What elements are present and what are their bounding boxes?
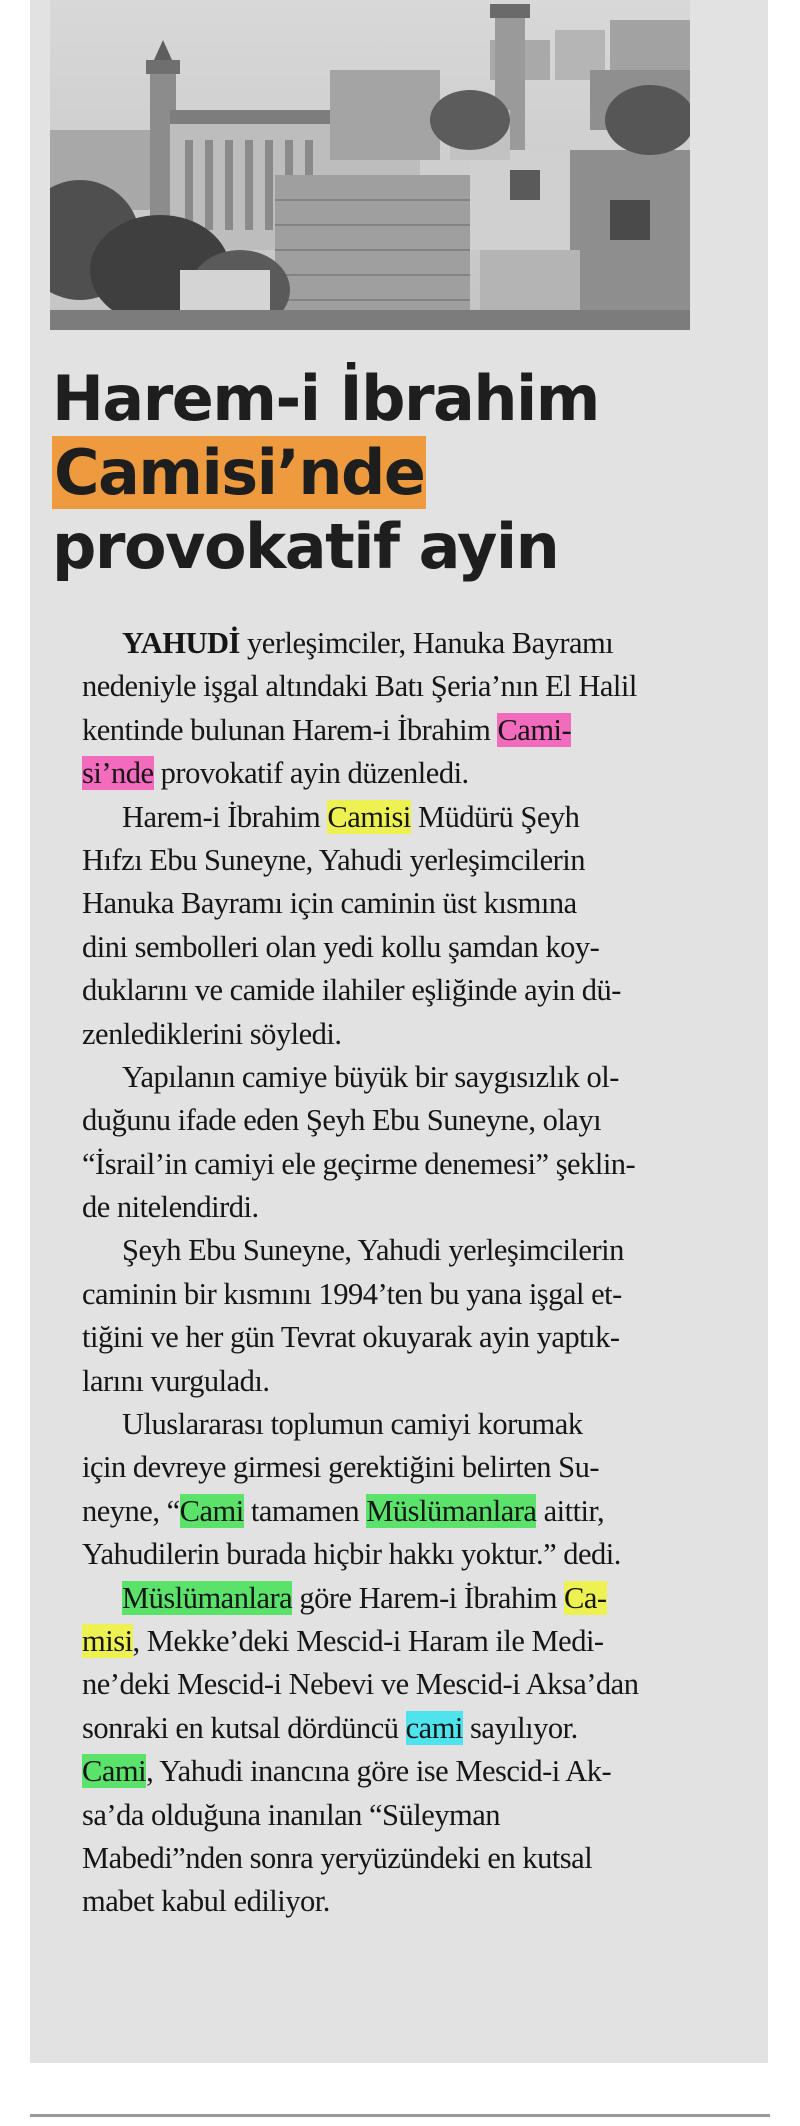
body-line: tiğini ve her gün Tevrat okuyarak ayin yaptık- xyxy=(82,1320,620,1355)
body-line: de nitelendirdi. xyxy=(82,1190,259,1225)
highlight-pink: Cami- xyxy=(497,712,572,747)
body-line: si’nde provokatif ayin düzenledi. xyxy=(82,756,469,791)
highlight-green: Cami xyxy=(179,1493,244,1528)
body-line: Hıfzı Ebu Suneyne, Yahudi yerleşimcilerin xyxy=(82,842,585,877)
body-line: Harem-i İbrahim Camisi Müdürü Şeyh xyxy=(122,799,580,834)
body-line: neyne, “Cami tamamen Müslümanlara aittir, xyxy=(82,1493,605,1528)
highlight-pink: si’nde xyxy=(82,756,154,791)
body-line: larını vurguladı. xyxy=(82,1363,270,1398)
body-line: Mabedi”nden sonra yeryüzündeki en kutsal xyxy=(82,1840,593,1875)
lead-word: YAHUDİ xyxy=(122,626,240,660)
body-line: mabet kabul ediliyor. xyxy=(82,1884,330,1919)
body-line: dini sembolleri olan yedi kollu şamdan koy- xyxy=(82,929,600,964)
headline-line-3: provokatif ayin xyxy=(52,510,559,583)
bottom-divider xyxy=(30,2114,770,2117)
highlight-cyan: cami xyxy=(405,1710,463,1745)
body-line: Müslümanlara göre Harem-i İbrahim Ca- xyxy=(122,1580,607,1615)
body-line: Yahudilerin burada hiçbir hakkı yoktur.” dedi. xyxy=(82,1537,621,1572)
body-line: Hanuka Bayramı için caminin üst kısmına xyxy=(82,886,577,921)
body-line: duklarını ve camide ilahiler eşliğinde ayin dü- xyxy=(82,973,621,1008)
body-line: “İsrail’in camiyi ele geçirme denemesi” şeklin- xyxy=(82,1146,636,1181)
body-line: Uluslararası toplumun camiyi korumak xyxy=(122,1407,583,1442)
body-line: sa’da olduğuna inanılan “Süleyman xyxy=(82,1797,501,1832)
highlight-green: Müslümanlara xyxy=(122,1580,293,1615)
body-line: Cami, Yahudi inancına göre ise Mescid-i Ak- xyxy=(82,1754,612,1789)
body-line: Şeyh Ebu Suneyne, Yahudi yerleşimcilerin xyxy=(122,1233,624,1268)
body-line: Yapılanın camiye büyük bir saygısızlık ol- xyxy=(122,1059,619,1094)
highlight-green: Müslümanlara xyxy=(366,1493,537,1528)
body-line: için devreye girmesi gerektiğini belirten Su- xyxy=(82,1450,600,1485)
highlight-yellow: Camisi xyxy=(327,799,411,834)
body-line: zenlediklerini söyledi. xyxy=(82,1016,342,1051)
body-line: duğunu ifade eden Şeyh Ebu Suneyne, olayı xyxy=(82,1103,602,1138)
headline-line-2 xyxy=(52,436,692,510)
highlight-green: Cami xyxy=(82,1754,147,1789)
article-photo xyxy=(50,0,690,330)
body-line: caminin bir kısmını 1994’ten bu yana işgal et- xyxy=(82,1276,622,1311)
body-line: kentinde bulunan Harem-i İbrahim Cami- xyxy=(82,712,572,747)
body-line: nedeniyle işgal altındaki Batı Şeria’nın El Halil xyxy=(82,669,637,704)
highlight-yellow: misi xyxy=(82,1623,133,1658)
body-line: sonraki en kutsal dördüncü cami sayılıyor. xyxy=(82,1710,578,1745)
headline-highlight-orange: Camisi’nde xyxy=(54,436,425,509)
article-body xyxy=(82,622,722,1924)
highlight-yellow: Ca- xyxy=(564,1580,607,1615)
mosque-cityscape-image xyxy=(50,0,690,330)
body-line: YAHUDİ yerleşimciler, Hanuka Bayramı xyxy=(122,626,614,660)
article-headline xyxy=(52,362,692,584)
body-line: misi, Mekke’deki Mescid-i Haram ile Medi- xyxy=(82,1623,604,1658)
body-line: ne’deki Mescid-i Nebevi ve Mescid-i Aksa’dan xyxy=(82,1667,639,1702)
headline-line-1: Harem-i İbrahim xyxy=(52,362,599,435)
